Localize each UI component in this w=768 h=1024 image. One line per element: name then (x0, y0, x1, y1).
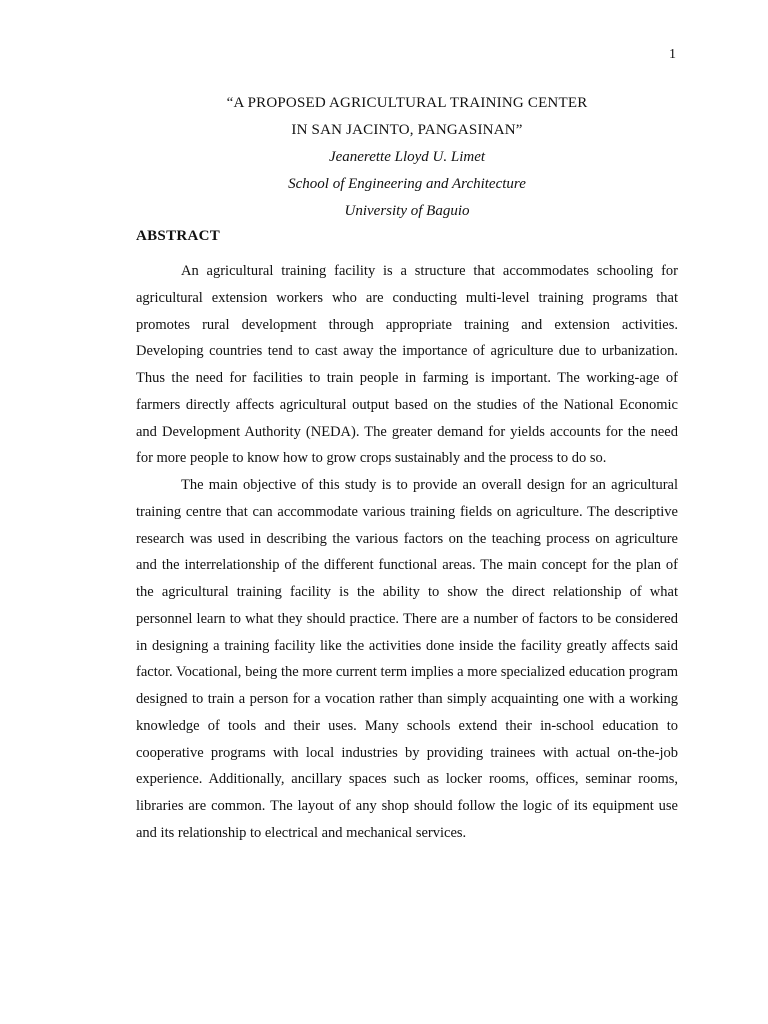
abstract-body (136, 258, 678, 847)
school-name: School of Engineering and Architecture (288, 176, 526, 192)
university-name: University of Baguio (344, 203, 470, 219)
abstract-heading: ABSTRACT (136, 228, 221, 244)
paper-title-line-1: “A PROPOSED AGRICULTURAL TRAINING CENTER (226, 95, 588, 111)
paper-title-line-2: IN SAN JACINTO, PANGASINAN” (291, 122, 523, 138)
author-name: Jeanerette Lloyd U. Limet (328, 149, 486, 165)
abstract-paragraph-2: The main objective of this study is to provide an overall design for an agricultural training centre that can accommodate various training fields on agriculture. The descriptive research was used in describing the various factors on the teaching process on agriculture and the interrelationship of the different functional areas. The main concept for the plan of the agricultural training facility is the ability to show the direct relationship of what personnel learn to what they should practice. There are a number of factors to be considered in designing a training facility like the activities done inside the facility greatly affects said factor. Vocational, being the more current term implies a more specialized education program designed to train a person for a vocation rather than simply acquainting one with a working knowledge of tools and their uses. Many schools extend their in-school education to cooperative programs with local industries by providing trainees with actual on-the-job experience. Additionally, ancillary spaces such as locker rooms, offices, seminar rooms, libraries are common. The layout of any shop should follow the logic of its equipment use and its relationship to electrical and mechanical services. (136, 477, 678, 841)
page-number: 1 (669, 47, 676, 62)
paper-header (136, 90, 678, 225)
abstract-paragraph-1: An agricultural training facility is a structure that accommodates schooling for agricultural extension workers who are conducting multi-level training programs that promotes rural development through appropriate training and extension activities. Developing countries tend to cast away the importance of agriculture due to urbanization. Thus the need for facilities to train people in farming is important. The working-age of farmers directly affects agricultural output based on the studies of the National Economic and Development Authority (NEDA). The greater demand for yields accounts for the need for more people to know how to grow crops sustainably and the process to do so. (136, 263, 678, 467)
